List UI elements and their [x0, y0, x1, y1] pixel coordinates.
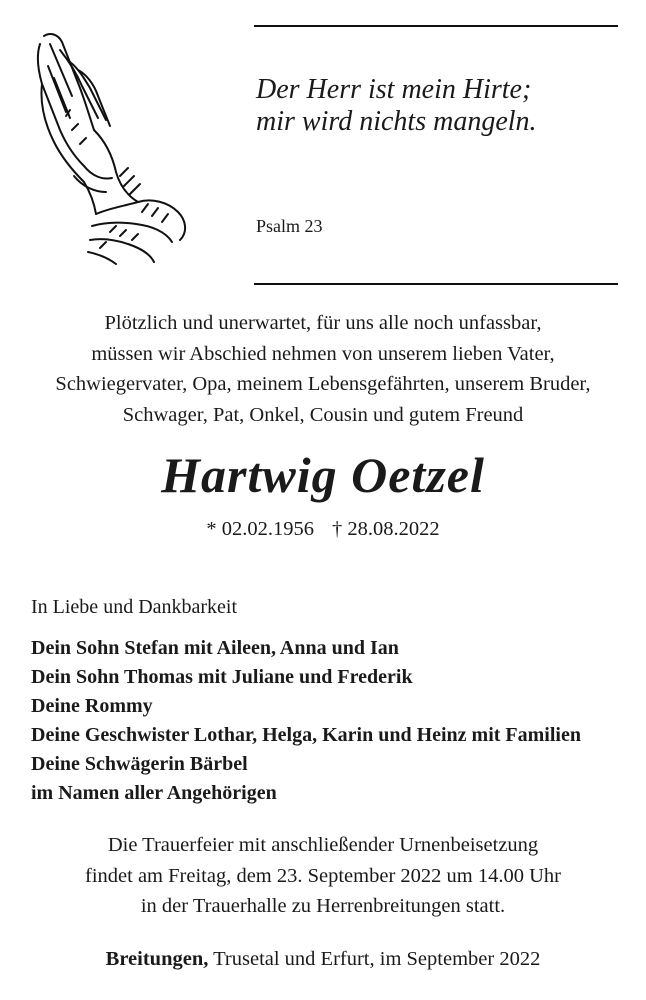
mourner-line: Dein Sohn Stefan mit Aileen, Anna und Ian — [31, 637, 399, 659]
service-line: Die Trauerfeier mit anschließender Urnenbeisetzung — [107, 834, 539, 856]
quote-source: Psalm 23 — [256, 216, 323, 236]
mourner-line: Deine Schwägerin Bärbel — [31, 753, 248, 775]
service-details — [0, 830, 646, 922]
praying-hands-icon — [20, 26, 210, 276]
announcement-text — [0, 308, 646, 430]
service-line: in der Trauerhalle zu Herrenbreitungen statt. — [140, 895, 506, 917]
place-rest: Trusetal und Erfurt, im September 2022 — [208, 948, 541, 970]
quote-line-2: mir wird nichts mangeln. — [256, 106, 537, 137]
announcement-line: Schwiegervater, Opa, meinem Lebensgefährten, unserem Bruder, — [55, 373, 591, 395]
life-dates — [0, 518, 646, 541]
quote-line-1: Der Herr ist mein Hirte; — [256, 74, 532, 105]
announcement-line: Plötzlich und unerwartet, für uns alle noch unfassbar, — [104, 312, 542, 334]
top-rule — [254, 25, 618, 27]
place-and-date — [0, 948, 646, 971]
bottom-rule — [254, 283, 618, 285]
service-line: findet am Freitag, dem 23. September 2022 um 14.00 Uhr — [85, 864, 561, 887]
place-bold: Breitungen, — [105, 948, 209, 970]
announcement-line: müssen wir Abschied nehmen von unserem lieben Vater, — [91, 342, 555, 365]
mourner-line: im Namen aller Angehörigen — [31, 782, 277, 804]
deceased-name: Hartwig Oetzel — [161, 447, 485, 503]
mourners-list — [31, 634, 581, 808]
death-date: † 28.08.2022 — [332, 518, 440, 540]
mourner-line: Deine Rommy — [31, 695, 153, 717]
mourner-line: Deine Geschwister Lothar, Helga, Karin und Heinz mit Familien — [31, 724, 581, 746]
birth-date: * 02.02.1956 — [206, 518, 314, 540]
scripture-quote — [256, 74, 626, 138]
announcement-line: Schwager, Pat, Onkel, Cousin und gutem Freund — [122, 403, 524, 426]
mourners-intro: In Liebe und Dankbarkeit — [31, 596, 238, 618]
mourner-line: Dein Sohn Thomas mit Juliane und Frederik — [31, 666, 413, 688]
